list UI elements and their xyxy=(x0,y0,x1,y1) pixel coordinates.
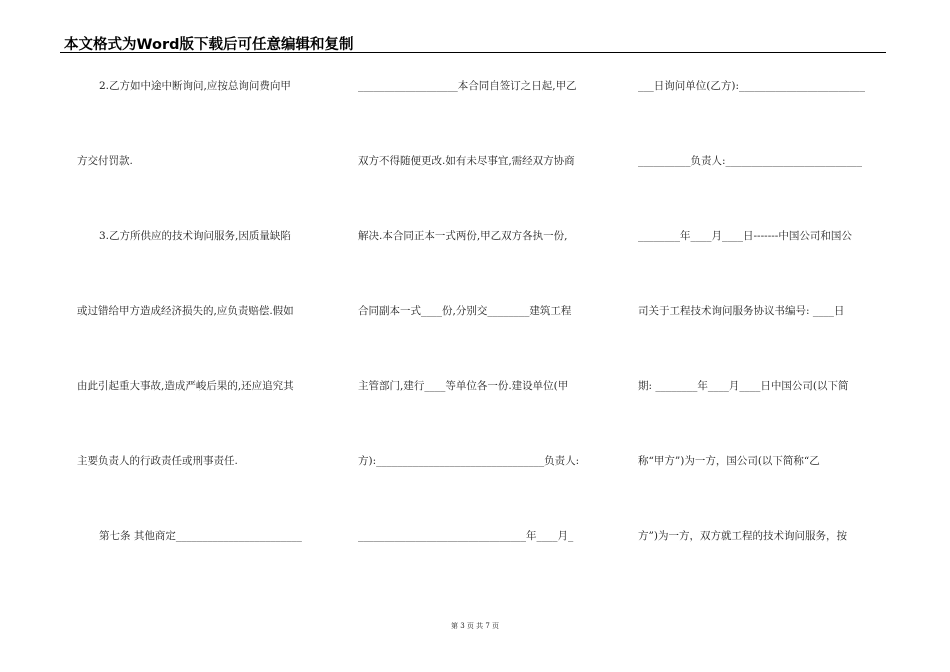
text-line: 方):________________________________负责人: xyxy=(358,455,580,467)
text-line: 称“甲方”)为一方，国公司(以下简称“乙 xyxy=(638,455,820,467)
text-line: 合同副本一式____份,分别交________建筑工程 xyxy=(358,305,572,317)
page-header-title: 本文格式为Word版下载后可任意编辑和复制 xyxy=(64,37,354,53)
text-line: 方交付罚款. xyxy=(77,155,133,167)
text-line: 解决.本合同正本一式两份,甲乙双方各执一份, xyxy=(358,230,568,242)
text-line: 3.乙方所供应的技术询问服务,因质量缺陷 xyxy=(99,230,291,242)
text-line: ________年____月____日-------中国公司和国公 xyxy=(638,230,852,242)
text-line: ___日询问单位(乙方):________________________ xyxy=(638,80,865,92)
text-line: ___________________本合同自签订之日起,甲乙 xyxy=(358,80,577,92)
text-line: 或过错给甲方造成经济损失的,应负责赔偿.假如 xyxy=(77,305,294,317)
text-line: 第七条 其他商定________________________ xyxy=(99,530,302,542)
text-line: 期: ________年____月____日中国公司(以下简 xyxy=(638,380,849,392)
text-line: 由此引起重大事故,造成严峻后果的,还应追究其 xyxy=(77,380,294,392)
text-line: 主要负责人的行政责任或刑事责任. xyxy=(77,455,238,467)
text-line: 方”)为一方，双方就工程的技术询问服务，按 xyxy=(638,530,847,542)
text-line: 主管部门,建行____等单位各一份.建设单位(甲 xyxy=(358,380,569,392)
header-divider xyxy=(60,52,886,53)
text-line: ________________________________年____月_ xyxy=(358,530,574,542)
page-number: 第 3 页 共 7 页 xyxy=(450,622,500,630)
text-line: 司关于工程技术询问服务协议书编号: ____日 xyxy=(638,305,845,317)
text-line: 双方不得随便更改.如有未尽事宜,需经双方协商 xyxy=(358,155,575,167)
text-line: __________负责人:__________________________ xyxy=(638,155,863,167)
text-line: 2.乙方如中途中断询问,应按总询问费向甲 xyxy=(99,80,291,92)
